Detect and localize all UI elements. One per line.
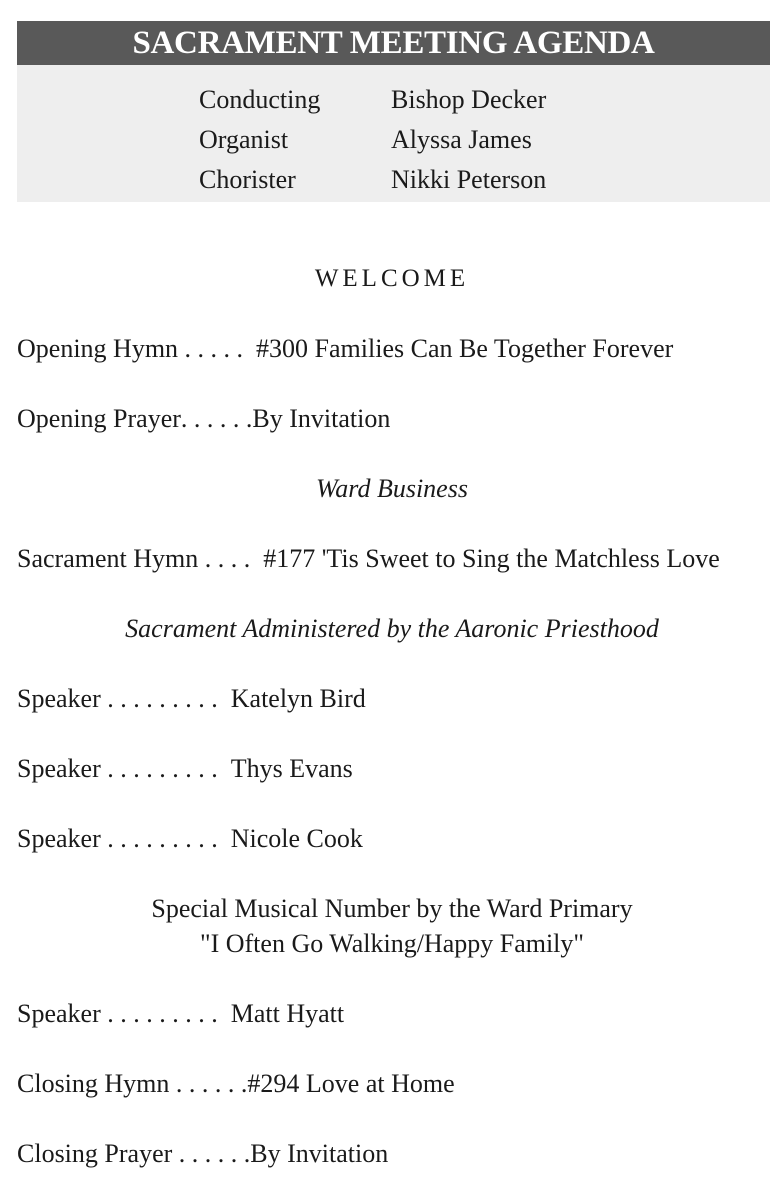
officers-panel xyxy=(17,65,770,202)
agenda-value: Nicole Cook xyxy=(230,824,363,853)
agenda-label: Speaker xyxy=(17,824,101,853)
agenda-label: Closing Hymn xyxy=(17,1069,170,1098)
agenda-label: Opening Hymn xyxy=(17,334,179,363)
officer-role: Organist xyxy=(199,125,289,154)
leader-dots: . . . . . . . . . xyxy=(100,824,231,853)
agenda-item-opening-prayer xyxy=(17,402,777,436)
leader-dots: . . . . . . . . . xyxy=(100,754,231,783)
agenda-item-speaker-4 xyxy=(17,997,777,1031)
officer-row-organist xyxy=(17,120,770,160)
agenda-value: Katelyn Bird xyxy=(230,684,366,713)
agenda-item-opening-hymn xyxy=(17,332,777,366)
special-music-line-1: Special Musical Number by the Ward Primary xyxy=(151,894,633,923)
agenda-value: #300 Families Can Be Together Forever xyxy=(256,334,674,363)
agenda-value: Matt Hyatt xyxy=(230,999,345,1028)
officer-role: Conducting xyxy=(199,85,321,114)
agenda-label: Sacrament Hymn xyxy=(17,544,199,573)
agenda-value: Thys Evans xyxy=(230,754,353,783)
agenda-value: By Invitation xyxy=(250,1139,389,1168)
agenda-title: SACRAMENT MEETING AGENDA xyxy=(17,21,770,65)
agenda-item-closing-hymn xyxy=(17,1067,777,1101)
leader-dots: . . . . . . xyxy=(169,1069,248,1098)
agenda-label: Speaker xyxy=(17,999,101,1028)
officer-name: Bishop Decker xyxy=(391,85,547,114)
agenda-item-speaker-2 xyxy=(17,752,777,786)
officer-role: Chorister xyxy=(199,165,296,194)
officer-row-chorister xyxy=(17,160,770,200)
leader-dots: . . . . . . . . . xyxy=(100,999,231,1028)
ward-business-heading: Ward Business xyxy=(316,474,468,503)
agenda-label: Speaker xyxy=(17,754,101,783)
leader-dots: . . . . . . . . . xyxy=(100,684,231,713)
agenda-label: Speaker xyxy=(17,684,101,713)
officer-row-conducting xyxy=(17,80,770,120)
agenda-item-sacrament-hymn xyxy=(17,542,777,576)
officer-name: Alyssa James xyxy=(391,125,532,154)
leader-dots: . . . . . . xyxy=(180,404,253,433)
officer-name: Nikki Peterson xyxy=(391,165,547,194)
special-music-line-2: "I Often Go Walking/Happy Family" xyxy=(199,929,585,958)
sacrament-administered-heading: Sacrament Administered by the Aaronic Priesthood xyxy=(125,614,659,643)
leader-dots: . . . . xyxy=(198,544,264,573)
agenda-value: By Invitation xyxy=(252,404,391,433)
leader-dots: . . . . . xyxy=(178,334,257,363)
agenda-value: #294 Love at Home xyxy=(247,1069,455,1098)
agenda-item-speaker-3 xyxy=(17,822,777,856)
leader-dots: . . . . . . xyxy=(172,1139,251,1168)
agenda-label: Opening Prayer xyxy=(17,404,181,433)
welcome-heading: WELCOME xyxy=(314,265,470,292)
agenda-item-speaker-1 xyxy=(17,682,777,716)
agenda-label: Closing Prayer xyxy=(17,1139,173,1168)
agenda-item-closing-prayer xyxy=(17,1137,777,1171)
agenda-value: #177 'Tis Sweet to Sing the Matchless Love xyxy=(263,544,720,573)
